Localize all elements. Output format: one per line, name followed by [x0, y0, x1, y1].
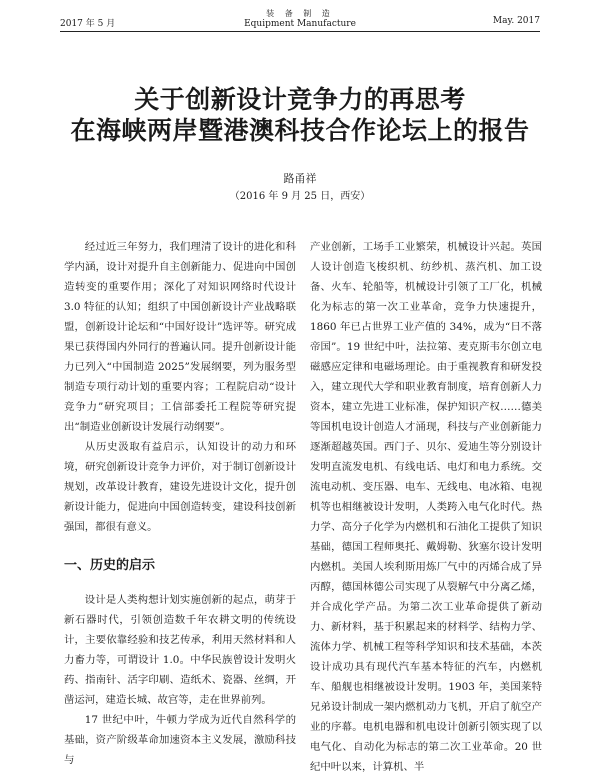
author-name: 路甬祥 [283, 172, 317, 185]
right-column [310, 237, 542, 773]
paragraph: 产业创新，工场手工业繁荣，机械设计兴起。英国人设计创造飞梭织机、纺纱机、蒸汽机、加工设备、火车、轮船等，机械设计引领了工厂化，机械化为标志的第一次工业革命，竞争力快速提升，1860 年已占世界工业产值的 34%，成为“日不落帝国”。19 世纪中叶，法拉第、麦克斯韦尔创立电磁感应定律和电磁场理论。由于重视教育和研发投入，建立现代大学和职业教育制度，培育创新人力资本，建立先进工业标准，保护知识产权……德美等国机电设计创造人才涌现，科技与产业创新能力逐渐超越英国。西门子、贝尔、爱迪生等分别设计发明直流发电机、有线电话、电灯和电力系统。交流电动机、变压器、电车、无线电、电冰箱、电视机等也相继被设计发明，人类跨入电气化时代。热力学、高分子化学为内燃机和石油化工提供了知识基础，德国工程师奥托、戴姆勒、狄塞尔设计发明内燃机。美国人埃利斯用炼厂气中的丙烯合成了异丙醇，德国林德公司实现了从裂解气中分离乙烯，并合成化学产品。为第二次工业革命提供了新动力、新材料，基于积累起来的材料学、结构力学、流体力学、机械工程等科学知识和技术基础，本茨设计成功具有现代汽车基本特征的汽车，内燃机车、船舰也相继被设计发明。1903 年，美国莱特兄弟设计制成一架内燃机动力飞机，开启了航空产业的序幕。电机电器和机电设计创新引领实现了以电气化、自动化为标志的第二次工业革命。20 世纪中叶以来，计算机、半 [310, 241, 542, 773]
title-line-2: 在海峡两岸暨港澳科技合作论坛上的报告 [70, 116, 530, 145]
header-rule [60, 31, 540, 32]
journal-name [60, 8, 540, 30]
paragraph: 17 世纪中叶，牛顿力学成为近代自然科学的基础，资产阶级革命加速资本主义发展，激励科技与 [64, 714, 296, 766]
journal-name-en: Equipment Manufacture [244, 19, 356, 29]
left-column [64, 237, 296, 766]
paragraph: 经过近三年努力，我们理清了设计的进化和科学内涵，设计对提升自主创新能力、促进向中国创造转变的重要作用；深化了对知识网络时代设计3.0 特征的认知；组织了中国创新设计产业战略联盟，创新设计论坛和“中国好设计”选评等。研究成果已获得国内外同行的普遍认同。提升创新设计能力已列入“中国制造 2025”发展纲要，列为服务型制造专项行动计划的重要内容；工程院启动“设计竞争力”研究项目；工信部委托工程院等研究提出“制造业创新设计发展行动纲要”。 [64, 241, 296, 433]
issue-date: 2017 年 5 月 [60, 19, 116, 29]
report-date: （2016 年 9 月 25 日，西安） [229, 191, 371, 202]
issue-date-en: May. 2017 [492, 16, 540, 26]
title-line-1: 关于创新设计竞争力的再思考 [134, 85, 466, 114]
journal-name-cn: 装 备 制 造 [266, 9, 334, 18]
section-heading: 一、历史的启示 [64, 558, 156, 573]
paragraph: 从历史汲取有益启示，认知设计的动力和环境，研究创新设计竞争力评价，对于制订创新设计规划，改革设计教育，建设先进设计文化，提升创新设计能力，促进向中国创造转变，建设科技创新强国，都很有意义。 [64, 441, 296, 533]
article-title [40, 84, 560, 146]
paragraph: 设计是人类构想计划实施创新的起点，萌芽于新石器时代，引领创造数千年农耕文明的传统设计，主要依靠经验和技艺传承，利用天然材料和人力畜力等，可谓设计 1.0。中华民族曾设计发明火药、指南针、活字印刷、造纸术、瓷器、丝绸，开凿运河，建造长城、故宫等，走在世界前列。 [64, 594, 296, 706]
